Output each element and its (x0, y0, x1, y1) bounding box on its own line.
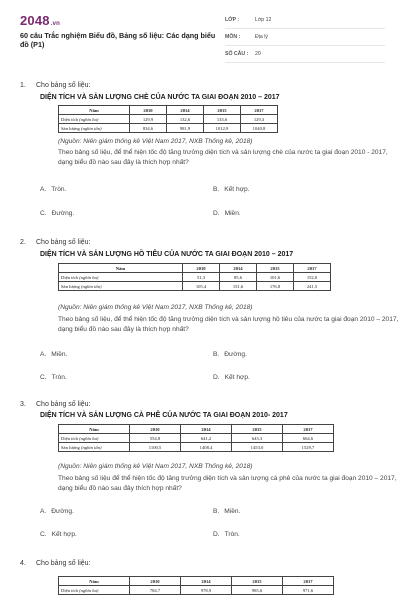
table-header: 2010 (130, 106, 167, 115)
option-d[interactable]: D. Miền. (213, 210, 241, 217)
option-c[interactable]: C. Kết hợp. (40, 531, 77, 538)
table-header: 2015 (257, 264, 294, 273)
data-source: (Nguồn: Niên giám thống kê Việt Nam 2017, NXB Thống kê, 2018) (58, 138, 253, 145)
data-source: (Nguồn: Niên giám thống kê Việt Nam 2017, NXB Thống kê, 2018) (58, 304, 253, 311)
option-c[interactable]: C. Tròn. (40, 374, 67, 381)
table-header: 2015 (232, 425, 283, 434)
question-prompt: Theo bảng số liệu để thể hiện tốc độ tăng trưởng diện tích và sản lượng cà phê của nước ta giai đoạn 2010 – 2017, dạng biểu đồ nào sau đây thích hợp nhất? (58, 475, 397, 492)
option-c[interactable]: C. Đường. (40, 210, 75, 217)
table-header: Năm (59, 425, 130, 434)
meta-subject-value: Địa lý (255, 34, 268, 40)
table-header: Năm (59, 106, 130, 115)
option-a[interactable]: A. Tròn. (40, 186, 67, 193)
meta-class-row (225, 12, 385, 29)
table-header: 2014 (220, 264, 257, 273)
question-intro: Cho bảng số liệu: (36, 82, 91, 89)
data-source: (Nguồn: Niên giám thống kê Việt Nam 2017, NXB Thống kê, 2018) (58, 463, 253, 470)
meta-info (225, 12, 385, 63)
table-header: 2014 (181, 577, 232, 586)
data-table (58, 424, 334, 452)
table-header: 2010 (130, 577, 181, 586)
meta-subject-label: MÔN : (225, 34, 241, 40)
table-header: 2014 (167, 106, 204, 115)
table-title: DIỆN TÍCH VÀ SẢN LƯỢNG HỒ TIÊU CỦA NƯỚC TA GIAI ĐOẠN 2010 – 2017 (40, 251, 294, 258)
question-prompt: Theo bảng số liệu, để thể hiện tốc độ tăng trưởng diện tích và sản lượng chè của nước ta giai đoạn 2010 - 2017, dạng biểu đồ nào sau đây là thích hợp nhất? (58, 149, 388, 166)
meta-class-value: Lớp 12 (255, 17, 272, 23)
table-row: Diện tích (nghìn ha) 784,7 978,9 985,6 971,6 (59, 586, 334, 595)
table-header: Năm (59, 264, 183, 273)
table-header: 2017 (283, 425, 334, 434)
question-number: 1. (20, 82, 26, 89)
meta-class-label: LỚP : (225, 17, 240, 23)
option-b[interactable]: B. Miền. (213, 508, 241, 515)
table-header: 2010 (183, 264, 220, 273)
page-header (0, 0, 400, 62)
data-table (58, 105, 278, 133)
table-header: 2014 (181, 425, 232, 434)
table-title: DIỆN TÍCH VÀ SẢN LƯỢNG CHÈ CỦA NƯỚC TA GIAI ĐOẠN 2010 – 2017 (40, 94, 280, 101)
question-number: 2. (20, 239, 26, 246)
question-4 (20, 560, 385, 593)
table-header: Năm (59, 577, 130, 586)
question-intro: Cho bảng số liệu: (36, 560, 91, 567)
question-number: 4. (20, 560, 26, 567)
option-b[interactable]: B. Kết hợp. (213, 186, 250, 193)
question-intro: Cho bảng số liệu: (36, 239, 91, 246)
table-row: Sản lượng (nghìn tấn) 1100,5 1408,4 1453,0 1529,7 (59, 443, 334, 452)
question-1 (20, 82, 388, 217)
table-header: 2010 (130, 425, 181, 434)
option-d[interactable]: D. Tròn. (213, 531, 240, 538)
meta-count-label: SỐ CÂU : (225, 51, 249, 57)
question-3 (20, 401, 397, 538)
table-title: DIỆN TÍCH VÀ SẢN LƯỢNG CÀ PHÊ CỦA NƯỚC TA GIAI ĐOẠN 2010- 2017 (40, 412, 288, 419)
table-header: 2017 (241, 106, 278, 115)
meta-count-row (225, 46, 385, 63)
data-table (58, 263, 331, 291)
table-header: 2015 (204, 106, 241, 115)
question-2 (20, 239, 399, 381)
table-header: 2017 (294, 264, 331, 273)
site-logo[interactable]: 2048.vn (20, 13, 61, 28)
document-title: 60 câu Trắc nghiệm Biểu đồ, Bảng số liệu: Các dạng biểu đồ (P1) (20, 31, 216, 49)
table-row: Sản lượng (nghìn tấn) 105,4 151,6 176,8 241,5 (59, 282, 331, 291)
option-a[interactable]: A. Miền. (40, 351, 68, 358)
data-table (58, 576, 334, 595)
table-row: Diện tích (nghìn ha) 129,9 132,6 133,6 129,3 (59, 115, 278, 124)
option-a[interactable]: A. Đường. (40, 508, 74, 515)
option-d[interactable]: D. Kết hợp. (213, 374, 250, 381)
table-row: Diện tích (nghìn ha) 51,3 85,6 101,6 152,0 (59, 273, 331, 282)
table-row: Sản lượng (nghìn tấn) 834,6 981,9 1012,9 1040,8 (59, 124, 278, 133)
meta-subject-row (225, 29, 385, 46)
question-intro: Cho bảng số liệu: (36, 401, 91, 408)
table-header: 2015 (232, 577, 283, 586)
question-prompt: Theo bảng số liệu, để thể hiện tốc độ tăng trưởng diện tích và sản lượng hồ tiêu của nước ta giai đoạn 2010 – 2017, dạng biểu đồ nào sau đây là thích hợp nhất? (58, 316, 399, 333)
option-b[interactable]: B. Đường. (213, 351, 247, 358)
table-row: Diện tích (nghìn ha) 554,8 641,2 643,3 664,6 (59, 434, 334, 443)
meta-count-value: 20 (255, 51, 261, 57)
question-number: 3. (20, 401, 26, 408)
table-header: 2017 (283, 577, 334, 586)
